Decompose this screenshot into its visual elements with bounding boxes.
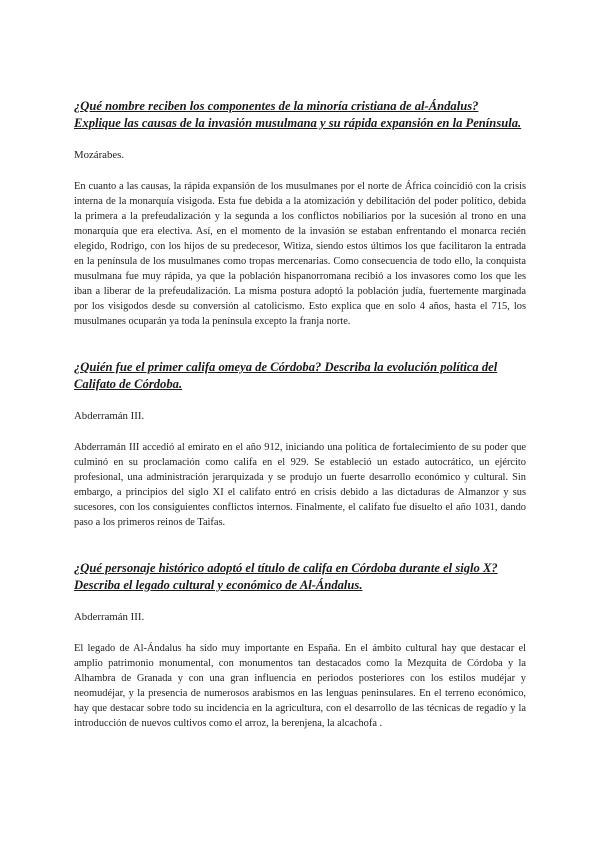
short-answer: Abderramán III. <box>74 410 145 422</box>
section-1 <box>74 98 526 329</box>
section-2 <box>74 359 526 530</box>
answer-paragraph: El legado de Al-Ándalus ha sido muy importante en España. En el ámbito cultural hay que destacar el amplio patrimonio monumental, con monumentos tan destacados como la Mezquita de Córdoba y la Alhambra de Granada y con una gran influencia en periodos posteriores con los estilos mudéjar y neomudéjar, y la presencia de numerosos arabismos en las lenguas peninsulares. En el terreno económico, hay que destacar sobre todo su incidencia en la agricultura, con el desarrollo de las técnicas de regadío y la introducción de nuevos cultivos como el arroz, la berenjena, la alcachofa . <box>74 643 526 729</box>
short-answer: Mozárabes. <box>74 149 125 161</box>
section-3 <box>74 560 526 731</box>
answer-paragraph: En cuanto a las causas, la rápida expansión de los musulmanes por el norte de África coincidió con la crisis interna de la monarquía visigoda. Esta fue debida a la atomización y debilitación del poder político, debida la primera a la prefeudalización y la segunda a los conflictos nobiliarios por la sucesión al trono en una monarquía que era electiva. Así, en el momento de la invasión se estaban enfrentando el monarca recién elegido, Rodrigo, con los hijos de su predecesor, Witiza, siendo estos últimos los que facilitaron la entrada en la península de los musulmanes como tropas mercenarias. Como consecuencia de todo ello, la conquista musulmana fue muy rápida, ya que la población hispanorromana recibió a los invasores como los que les iban a liberar de la prefeudalización. La misma postura adoptó la población judía, fuertemente marginada por los visigodos desde su conversión al catolicismo. Esto explica que en solo 4 años, hasta el 715, los musulmanes ocuparán ya toda la península excepto la franja norte. <box>74 181 526 327</box>
document-page <box>74 98 526 761</box>
short-answer: Abderramán III. <box>74 611 145 623</box>
question-heading: ¿Qué nombre reciben los componentes de la minoría cristiana de al-Ándalus? Explique las causas de la invasión musulmana y su rápida expansión en la Península. <box>74 99 522 130</box>
question-heading: ¿Quién fue el primer califa omeya de Córdoba? Describa la evolución política del Califato de Córdoba. <box>74 360 498 391</box>
answer-paragraph: Abderramán III accedió al emirato en el año 912, iniciando una política de fortalecimiento de su poder que culminó en su proclamación como califa en el 929. Se estableció un estado autocrático, un ejército profesional, una administración jerarquizada y se produjo un fuerte desarrollo económico y cultural. Sin embargo, a principios del siglo XI el califato entró en crisis debido a las dictaduras de Almanzor y sus sucesores, con los consiguientes conflictos internos. Finalmente, el califato fue disuelto el año 1031, dando paso a los primeros reinos de Taifas. <box>74 442 526 528</box>
question-heading: ¿Qué personaje histórico adoptó el título de califa en Córdoba durante el siglo X? Describa el legado cultural y económico de Al-Ándalus. <box>74 561 498 592</box>
